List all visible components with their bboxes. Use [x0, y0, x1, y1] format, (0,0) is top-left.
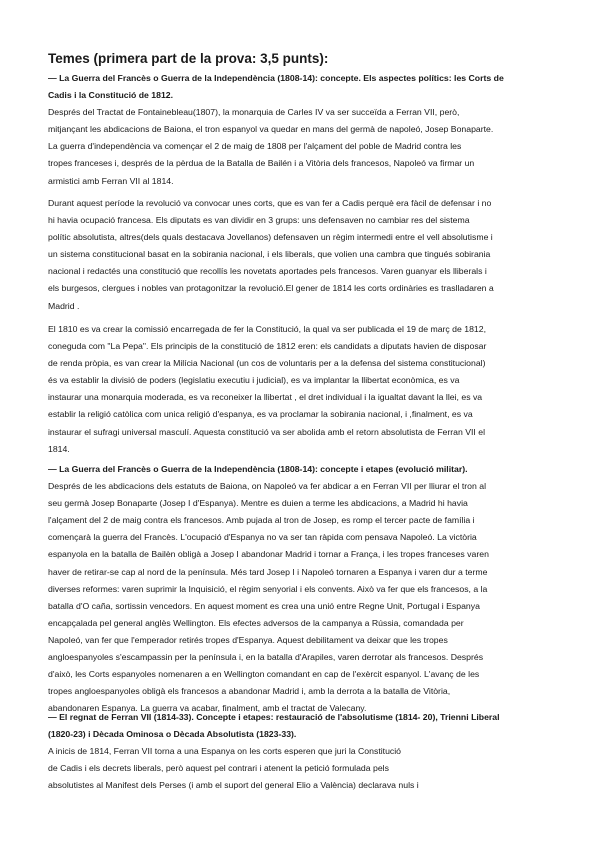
text-line: absolutistes al Manifest dels Perses (i amb el suport del general Elio a València) declarava nuls i [48, 780, 419, 791]
text-line: de Cadis i els decrets liberals, però aquest pel contrari i atenent la petició formulada pels [48, 763, 389, 774]
section-heading-line: (1820-23) i Dècada Ominosa o Dècada Absolutista (1823-33). [48, 729, 297, 740]
text-line: hi havia ocupació francesa. Els diputats es van dividir en 3 grups: uns defensaven no cambiar res del sistema [48, 215, 470, 226]
text-line: diverses reformes: varen suprimir la Inquisició, el règim senyorial i els convents. Això va fer que els francesos, a la [48, 583, 488, 594]
document-title: Temes (primera part de la prova: 3,5 punts): [48, 51, 329, 66]
text-line: A inicis de 1814, Ferran VII torna a una Espanya on les corts esperen que juri la Constitució [48, 746, 402, 757]
text-line: Després del Tractat de Fontainebleau(1807), la monarquia de Carles IV va ser succeïda a Ferran VII, però, [48, 107, 460, 118]
section-heading-line: — El regnat de Ferran VII (1814-33). Concepte i etapes: restauració de l'absolutisme (1814- 20), Trienni Liberal [48, 712, 500, 722]
text-line: nacional i redactés una constitució que recollís les novetats aportades pels francesos. Varen guanyar els lliberals i [48, 266, 487, 277]
text-line: armistici amb Ferran VII al 1814. [48, 175, 174, 186]
text-line: batalla d'O caña, sortissin vencedors. En aquest moment es crea una unió entre Regne Unit, Portugal i Espanya [48, 600, 480, 611]
text-line: espanyola en la batalla de Bailèn obligà a Josep I abandonar Madrid i tornar a França, i les tropes franceses varen [48, 549, 489, 560]
text-line: de renda pròpia, es van crear la Milícia Nacional (un cos de voluntaris per a la defensa del sistema constitucional) [48, 358, 486, 369]
paragraph-corts-de-cadis [48, 195, 568, 315]
text-line: angloespanyoles s'escampassin per la península i, en la batalla d'Arapiles, varen derrotar als francesos. Després [48, 652, 484, 663]
text-line: tropes angloespanyoles obligà els francesos a abandonar Madrid i, amb la derrota a la batalla de Vitòria, [48, 686, 451, 697]
text-line: Madrid . [48, 300, 80, 311]
text-line: encapçalada pel general anglès Wellington. Els efectes adversos de la campanya a Rússia, comandada per [48, 617, 464, 628]
text-line: tropes franceses i, després de la pèrdua de la Batalla de Bailén i a Vitòria dels francesos, Napoleó va firmar un [48, 158, 475, 169]
text-line: mitjançant les abdicacions de Baiona, el tron espanyol va quedar en mans del germà de napoleó, Josep Bonaparte. [48, 124, 494, 135]
text-line: els burgesos, clergues i nobles van protagonitzar la revolució.El gener de 1814 les corts ordinàries es traslladaren a [48, 283, 494, 294]
section-heading-line: — La Guerra del Francès o Guerra de la Independència (1808-14): concepte. Els aspectes polítics: les Corts de [48, 73, 504, 83]
text-line: d'això, les Corts espanyoles nomenaren a en Wellington comandant en cap de l'exèrcit espanyol. L'avanç de les [48, 669, 480, 680]
section-heading-line: Cadis i la Constitució de 1812. [48, 90, 174, 101]
text-line: abandonaren Espanya. La guerra va acabar, finalment, amb el tractat de Valecany. [48, 703, 367, 714]
text-line: Durant aquest període la revolució va convocar unes corts, que es van fer a Cadis perquè era fàcil de defensar i no [48, 198, 492, 208]
text-line: instaurar una monarquia moderada, es va reconeixer la llibertat , el dret individual i la igualtat davant la llei, es va [48, 392, 483, 403]
text-line: instaurar el sufragi universal masculí. Aquesta constitució va ser abolida amb el retorn absolutista de Ferran VII el [48, 426, 486, 437]
text-line: haver de retirar-se cap al nord de la península. Més tard Josep I i Napoleó tornaren a Espanya i varen dur a terme [48, 566, 488, 577]
text-line: coneguda com "La Pepa". Els principis de la constitució de 1812 eren: els candidats a diputats havien de disposar [48, 341, 487, 352]
section-regnat-ferran-vii [48, 709, 568, 794]
text-line: és va establir la divisió de poders (legislatiu executiu i judicial), es va implantar la llibertat econòmica, es va [48, 375, 460, 386]
paragraph-constitucio-1812 [48, 321, 568, 458]
text-line: La guerra d'independència va començar el 2 de maig de 1808 per l'alçament del poble de Madrid contra les [48, 141, 462, 152]
text-line: Després de les abdicacions dels estatuts de Baiona, on Napoleó va fer abdicar a en Ferran VII per lliurar el tron al [48, 481, 486, 492]
text-line: 1814. [48, 443, 70, 454]
text-line: establir la religió catòlica com unica religió d'espanya, es va proclamar la sobirania nacional, i ,finalment, es va [48, 409, 473, 420]
text-line: seu germà Josep Bonaparte (Josep I d'Espanya). Mentre es duien a terme les abdicacions, a Madrid hi havia [48, 498, 468, 509]
text-line: polític absolutista, altres(dels quals destacava Jovellanos) defensaven un règim intermedi entre el vell absolutisme i [48, 232, 493, 243]
text-line: l'alçament del 2 de maig contra els francesos. Amb pujada al tron de Josep, es romp el tercer pacte de família i [48, 515, 475, 526]
text-line: començarà la guerra del Francès. L'ocupació d'Espanya no va ser tan ràpida com pensava Napoleó. La victòria [48, 532, 477, 543]
text-line: Napoleó, van fer que l'emperador retirés tropes d'Espanya. Aquest debilitament va deixar que les tropes [48, 634, 448, 645]
section-guerra-aspectes-politics [48, 70, 568, 190]
section-guerra-evolucio-militar [48, 461, 568, 717]
text-line: El 1810 es va crear la comissió encarregada de fer la Constitució, la qual va ser publicada el 19 de març de 1812, [48, 324, 487, 334]
text-line: un sistema constitucional basat en la sobirania nacional, i els liberals, que volien una cambra que tingués sobirania [48, 249, 491, 260]
section-heading-line: — La Guerra del Francès o Guerra de la Independència (1808-14): concepte i etapes (evolució militar). [48, 464, 468, 474]
